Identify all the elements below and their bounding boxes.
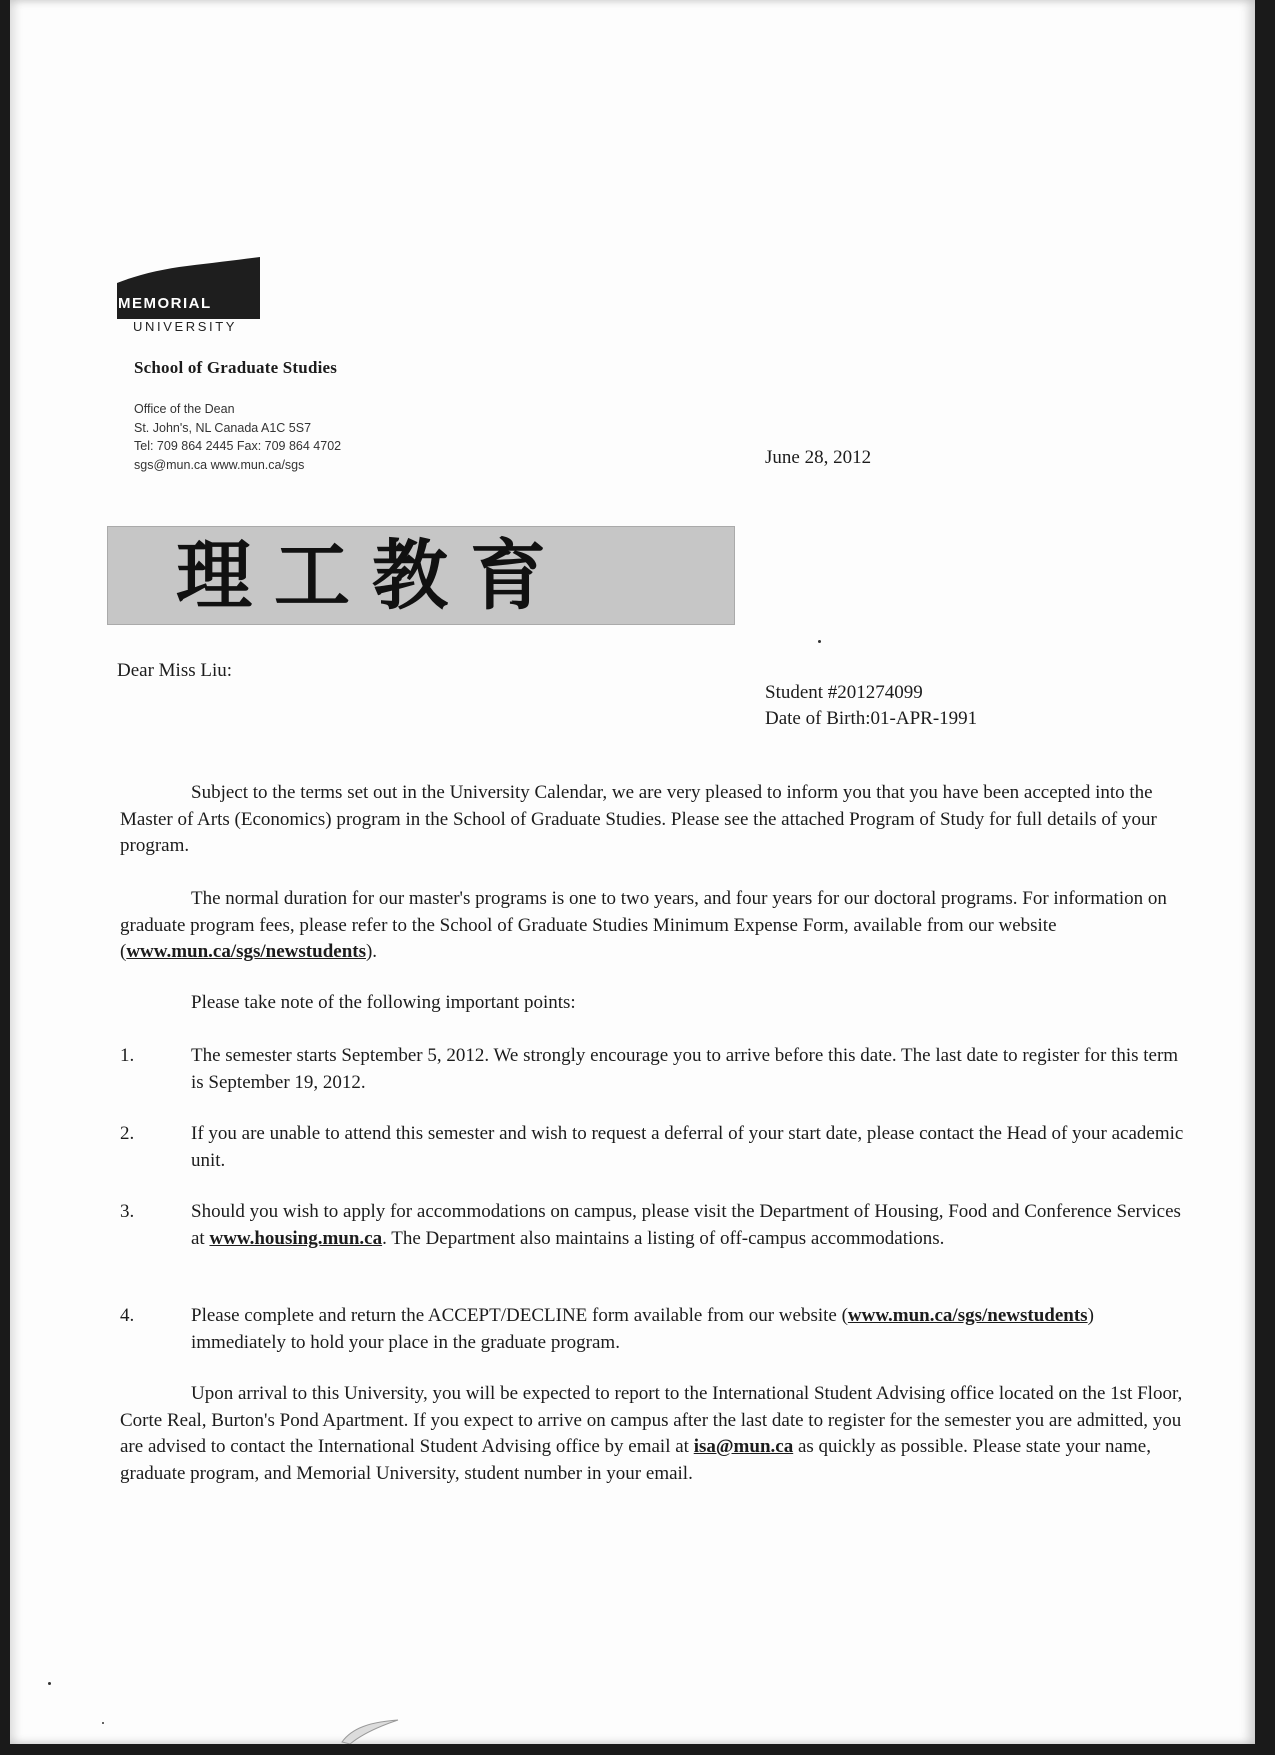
redaction-box (107, 526, 735, 625)
paragraph-acceptance-text: Subject to the terms set out in the University Calendar, we are very pleased to inform you that you have been accepted into the Master of Arts (Economics) program in the School of Graduate Studies. Please see the attached Program of Study for full details of your program. (120, 782, 1157, 856)
office-title: Office of the Dean (134, 402, 235, 416)
school-name: School of Graduate Studies (134, 358, 338, 377)
point-number: 4. (120, 1305, 135, 1326)
paragraph-arrival-text: Upon arrival to this University, you will be expected to report to the International Student Advising office located on the 1st Floor, Corte Real, Burton's Pond Apartment. If you expect to arrive on campus after the last date to register for the semester you are admitted, you are advised to contact the International Student Advising office by email at (120, 1383, 1183, 1457)
point-text (191, 1303, 1191, 1356)
office-web: sgs@mun.ca www.mun.ca/sgs (134, 457, 305, 472)
point-number: 3. (120, 1201, 135, 1222)
student-number: Student #201274099 (765, 682, 923, 703)
point-text-after: ) immediately to hold your place in the graduate program. (191, 1305, 1094, 1353)
point-text (191, 1199, 1191, 1252)
office-address: St. John's, NL Canada A1C 5S7 (134, 420, 312, 435)
paragraph-duration-end: ). (365, 941, 378, 962)
logo-word-memorial: MEMORIAL (118, 295, 212, 312)
housing-link[interactable]: www.housing.mun.ca (209, 1227, 383, 1249)
student-dob: Date of Birth:01-APR-1991 (765, 708, 978, 729)
point-text-after: . The Department also maintains a listing of off-campus accommodations. (382, 1227, 945, 1249)
university-logo (117, 257, 259, 334)
paragraph-arrival (120, 1381, 1205, 1487)
newstudents-link-2[interactable]: www.mun.ca/sgs/newstudents (847, 1305, 1088, 1326)
redacted-remnant (118, 611, 121, 627)
newstudents-link[interactable]: www.mun.ca/sgs/newstudents (126, 941, 366, 962)
scan-speck (818, 640, 821, 643)
point-text: The semester starts September 5, 2012. We strongly encourage you to arrive before this date. The last date to register for this term is September 19, 2012. (191, 1045, 1179, 1093)
paragraph-arrival-end: as quickly as possible. Please state your name, graduate program, and Memorial University, student number in your email. (120, 1436, 1151, 1484)
point-text-before: Please complete and return the ACCEPT/DECLINE form available from our website ( (191, 1305, 848, 1326)
points-intro: Please take note of the following important points: (191, 992, 576, 1013)
student-info (765, 680, 977, 732)
office-address-block (134, 400, 341, 474)
salutation: Dear Miss Liu: (117, 660, 233, 681)
point-number: 2. (120, 1123, 135, 1144)
paragraph-duration (120, 886, 1190, 966)
point-number: 1. (120, 1045, 135, 1066)
letter-date: June 28, 2012 (765, 447, 872, 468)
redaction-watermark: 理工教育 (176, 531, 568, 620)
logo-word-university: UNIVERSITY (133, 319, 238, 334)
point-text-before: Should you wish to apply for accommodations on campus, please visit the Department of Housing, Food and Conference Services at (191, 1201, 1181, 1249)
isa-email-link[interactable]: isa@mun.ca (693, 1436, 794, 1457)
scan-speck (48, 1682, 51, 1685)
paragraph-acceptance (120, 780, 1190, 860)
office-phone-fax: Tel: 709 864 2445 Fax: 709 864 4702 (134, 439, 342, 453)
scan-speck (102, 1722, 104, 1724)
point-text: If you are unable to attend this semester and wish to request a deferral of your start date, please contact the Head of your academic unit. (191, 1123, 1184, 1171)
paragraph-duration-text: The normal duration for our master's programs is one to two years, and four years for our doctoral programs. For information on graduate program fees, please refer to the School of Graduate Studies Minimum Expense Form, available from our website ( (120, 888, 1167, 962)
letter-page (10, 0, 1255, 1744)
scan-fold-mark-icon (340, 1718, 400, 1744)
